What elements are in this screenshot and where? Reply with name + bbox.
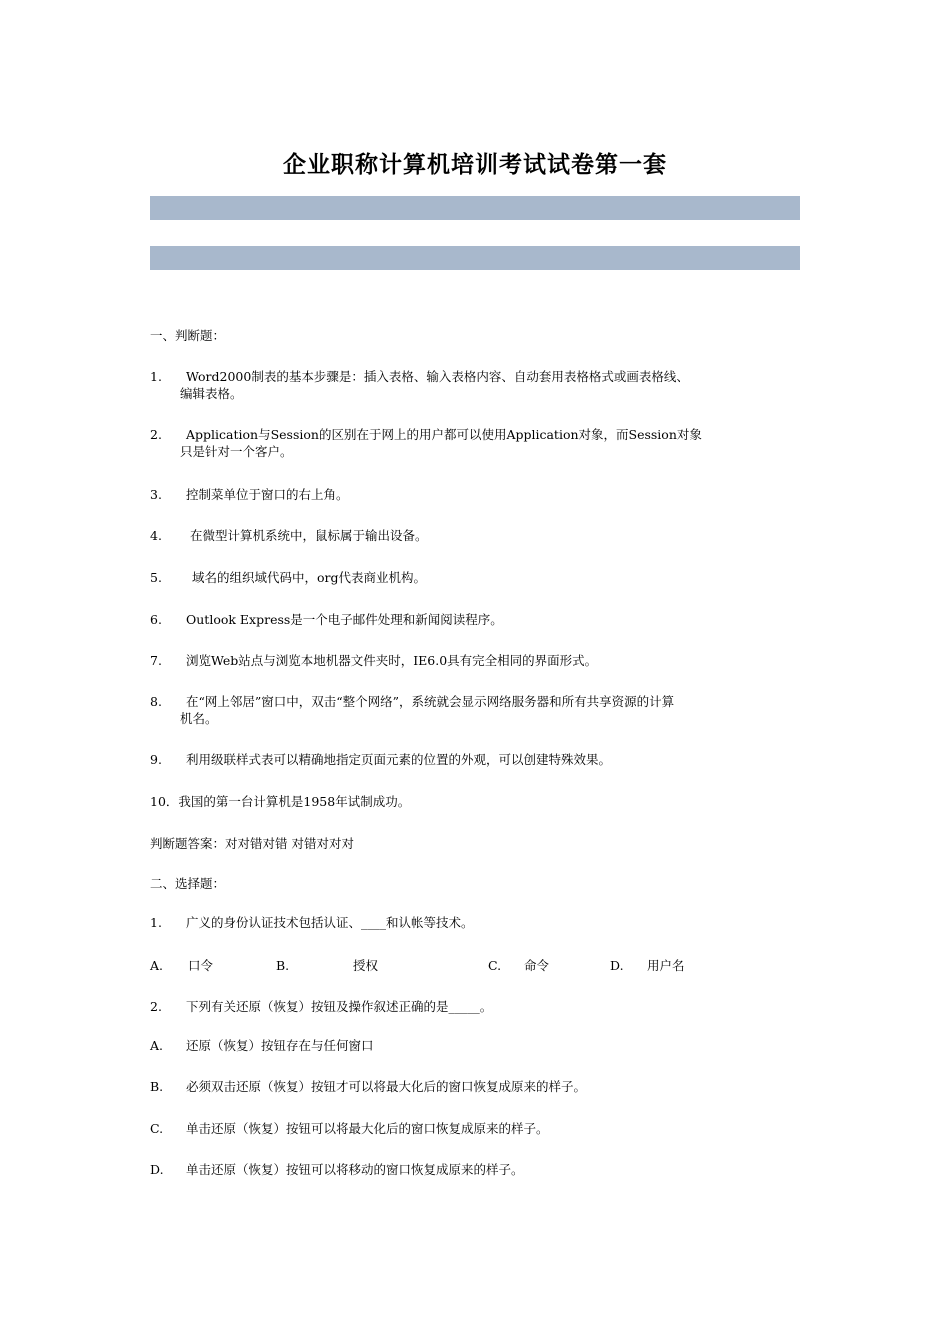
- header-bar: [150, 196, 800, 220]
- section-heading-judgment: 一、判断题：: [150, 328, 226, 343]
- item-text-cont: 编辑表格。: [180, 386, 243, 401]
- option-text: 必须双击还原（恢复）按钮才可以将最大化后的窗口恢复成原来的样子。: [186, 1079, 587, 1094]
- option-label: A.: [150, 958, 164, 973]
- item-number: 3.: [150, 487, 162, 502]
- choice-option: [150, 1078, 800, 1095]
- item-text: 控制菜单位于窗口的右上角。: [186, 487, 349, 502]
- item-text: Outlook Express是一个电子邮件处理和新闻阅读程序。: [186, 612, 503, 627]
- option-text: 单击还原（恢复）按钮可以将移动的窗口恢复成原来的样子。: [186, 1162, 524, 1177]
- judgment-item: [150, 368, 800, 402]
- judgment-item: [150, 426, 800, 460]
- judgment-answers: 判断题答案：对对错对错 对错对对对: [150, 836, 354, 851]
- judgment-item: [150, 652, 800, 669]
- option-text: 口令: [188, 958, 214, 973]
- item-number: 5.: [150, 570, 162, 585]
- item-text: 在“网上邻居”窗口中，双击“整个网络”，系统就会显示网络服务器和所有共享资源的计算: [186, 694, 675, 709]
- option-text: 用户名: [647, 958, 685, 973]
- item-text: Application与Session的区别在于网上的用户都可以使用Application对象，而Session对象: [186, 427, 702, 442]
- option-text: 命令: [524, 958, 550, 973]
- option-text: 还原（恢复）按钮存在与任何窗口: [186, 1038, 374, 1053]
- item-number: 7.: [150, 653, 162, 668]
- item-number: 2.: [150, 427, 162, 442]
- option-label: C.: [488, 958, 502, 973]
- choice-option: [150, 1120, 800, 1137]
- item-number: 1.: [150, 369, 162, 384]
- item-number: 2.: [150, 999, 162, 1014]
- item-number: 6.: [150, 612, 162, 627]
- header-bar: [150, 246, 800, 270]
- option-text: 单击还原（恢复）按钮可以将最大化后的窗口恢复成原来的样子。: [186, 1121, 549, 1136]
- judgment-item: [150, 611, 800, 628]
- item-text: 下列有关还原（恢复）按钮及操作叙述正确的是_____。: [186, 999, 493, 1014]
- item-number: 8.: [150, 694, 162, 709]
- document-title: 企业职称计算机培训考试试卷第一套: [283, 152, 667, 178]
- item-text: 域名的组织域代码中，org代表商业机构。: [192, 570, 427, 585]
- choice-question: [150, 914, 800, 931]
- item-text: 在微型计算机系统中，鼠标属于输出设备。: [190, 528, 428, 543]
- item-text-cont: 只是针对一个客户。: [180, 444, 293, 459]
- item-text: Word2000制表的基本步骤是：插入表格、输入表格内容、自动套用表格格式或画表格线、: [186, 369, 689, 384]
- choice-question: [150, 998, 800, 1015]
- judgment-item: [150, 751, 800, 768]
- judgment-item: [150, 793, 800, 810]
- item-text: 浏览Web站点与浏览本地机器文件夹时，IE6.0具有完全相同的界面形式。: [186, 653, 598, 668]
- judgment-item: [150, 527, 800, 544]
- option-label: B.: [150, 1079, 164, 1094]
- choice-option: [150, 1161, 800, 1178]
- choice-option: [150, 1037, 800, 1054]
- item-text: 利用级联样式表可以精确地指定页面元素的位置的外观，可以创建特殊效果。: [186, 752, 612, 767]
- item-text: 广义的身份认证技术包括认证、____和认帐等技术。: [186, 915, 474, 930]
- section-heading-choice: 二、选择题：: [150, 876, 226, 891]
- item-number: 4.: [150, 528, 162, 543]
- item-text-cont: 机名。: [180, 711, 218, 726]
- option-label: B.: [276, 958, 290, 973]
- option-text: 授权: [353, 958, 379, 973]
- judgment-item: [150, 486, 800, 503]
- option-label: C.: [150, 1121, 164, 1136]
- item-text: 10．我国的第一台计算机是1958年试制成功。: [150, 794, 411, 809]
- option-label: A.: [150, 1038, 164, 1053]
- option-label: D.: [610, 958, 624, 973]
- item-number: 9.: [150, 752, 162, 767]
- judgment-item: [150, 693, 800, 727]
- judgment-item: [150, 569, 800, 586]
- choice-options-row: [150, 957, 800, 974]
- option-label: D.: [150, 1162, 164, 1177]
- item-number: 1.: [150, 915, 162, 930]
